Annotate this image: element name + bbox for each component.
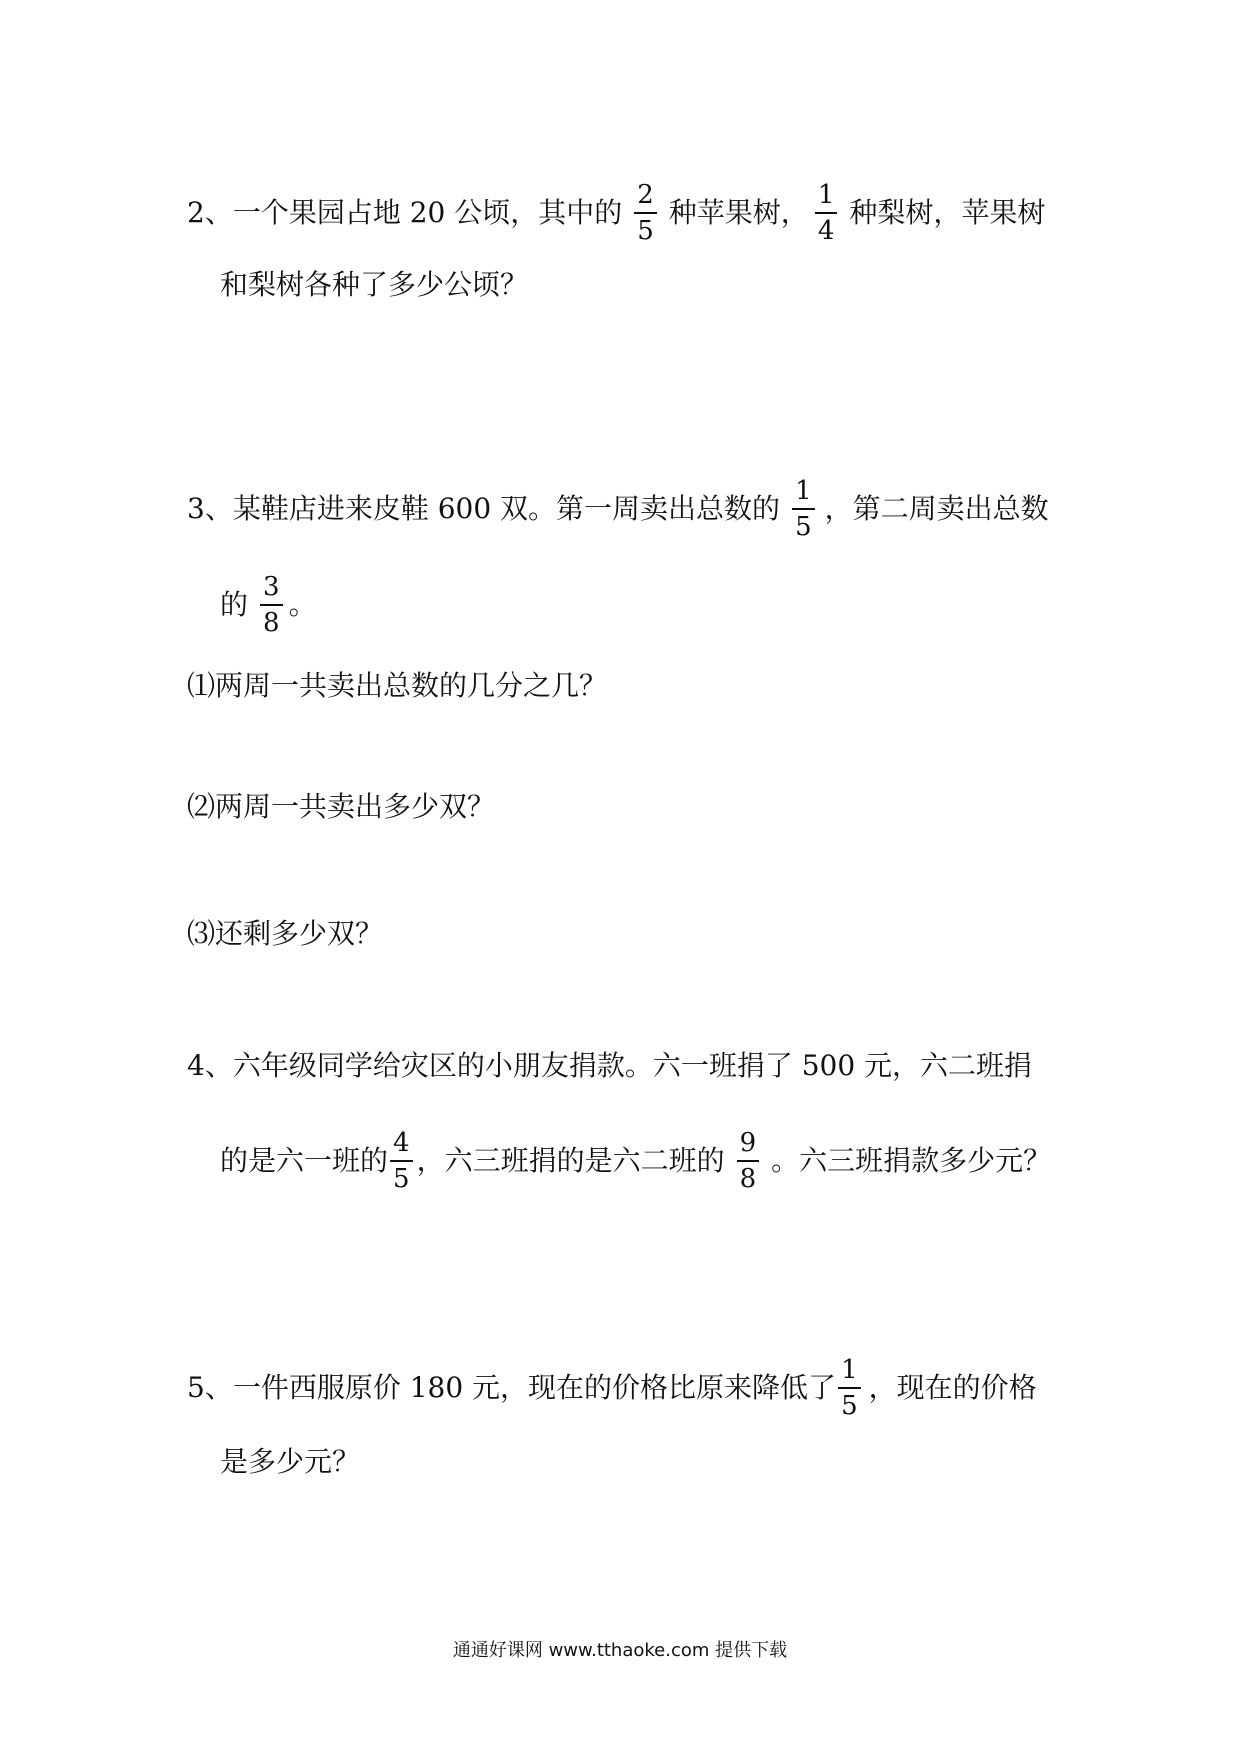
fraction-numerator: 4 bbox=[390, 1128, 413, 1162]
fraction-numerator: 1 bbox=[838, 1355, 861, 1389]
q3-line1 bbox=[187, 476, 1049, 542]
q2-line1 bbox=[187, 180, 1045, 246]
q5-text-b: ，现在的价格 bbox=[868, 1371, 1037, 1404]
fraction-numerator: 1 bbox=[792, 476, 815, 510]
q4-text-a: 的是六一班的 bbox=[220, 1144, 389, 1177]
q3-text-d: 。 bbox=[288, 588, 317, 621]
q2-line2: 和梨树各种了多少公顷？ bbox=[220, 268, 529, 301]
fraction-numerator: 1 bbox=[815, 180, 838, 214]
q4-line2 bbox=[220, 1128, 1051, 1194]
q3-sub2: ⑵两周一共卖出多少双？ bbox=[187, 790, 496, 823]
q2-fraction-2 bbox=[815, 180, 838, 246]
q4-fraction-2 bbox=[737, 1128, 760, 1194]
q3-sub3: ⑶还剩多少双？ bbox=[187, 917, 384, 950]
q3-fraction-1 bbox=[792, 476, 815, 542]
fraction-numerator: 3 bbox=[260, 572, 283, 606]
q3-fraction-2 bbox=[260, 572, 283, 638]
q2-text-c: 种梨树，苹果树 bbox=[849, 196, 1046, 229]
q2-text-a: 2、一个果园占地 20 公顷，其中的 bbox=[187, 196, 623, 229]
fraction-numerator: 2 bbox=[634, 180, 657, 214]
q3-text-b: ，第二周卖出总数 bbox=[824, 492, 1049, 525]
q3-text-a: 3、某鞋店进来皮鞋 600 双。第一周卖出总数的 bbox=[187, 492, 781, 525]
q4-text-c: 。六三班捐款多少元？ bbox=[771, 1144, 1052, 1177]
fraction-denominator: 5 bbox=[637, 216, 654, 246]
q5-line2: 是多少元？ bbox=[220, 1445, 361, 1478]
q5-text-a: 5、一件西服原价 180 元，现在的价格比原来降低了 bbox=[187, 1371, 837, 1404]
fraction-numerator: 9 bbox=[737, 1128, 760, 1162]
q4-fraction-1 bbox=[390, 1128, 413, 1194]
q3-sub1: ⑴两周一共卖出总数的几分之几？ bbox=[187, 669, 608, 702]
q2-text-b: 种苹果树， bbox=[668, 196, 809, 229]
q4-line1: 4、六年级同学给灾区的小朋友捐款。六一班捐了 500 元，六二班捐 bbox=[187, 1049, 1033, 1082]
q5-line1 bbox=[187, 1355, 1037, 1421]
q5-fraction-1 bbox=[838, 1355, 861, 1421]
fraction-denominator: 8 bbox=[739, 1164, 757, 1194]
q3-text-c: 的 bbox=[220, 588, 249, 621]
q3-line2 bbox=[220, 572, 317, 638]
fraction-denominator: 5 bbox=[841, 1391, 858, 1421]
q2-fraction-1 bbox=[634, 180, 657, 246]
q4-text-b: ，六三班捐的是六二班的 bbox=[416, 1144, 725, 1177]
fraction-denominator: 4 bbox=[817, 216, 835, 246]
fraction-denominator: 8 bbox=[263, 608, 280, 638]
footer-credit: 通通好课网 www.tthaoke.com 提供下载 bbox=[452, 1640, 788, 1661]
fraction-denominator: 5 bbox=[393, 1164, 410, 1194]
fraction-denominator: 5 bbox=[795, 512, 812, 542]
